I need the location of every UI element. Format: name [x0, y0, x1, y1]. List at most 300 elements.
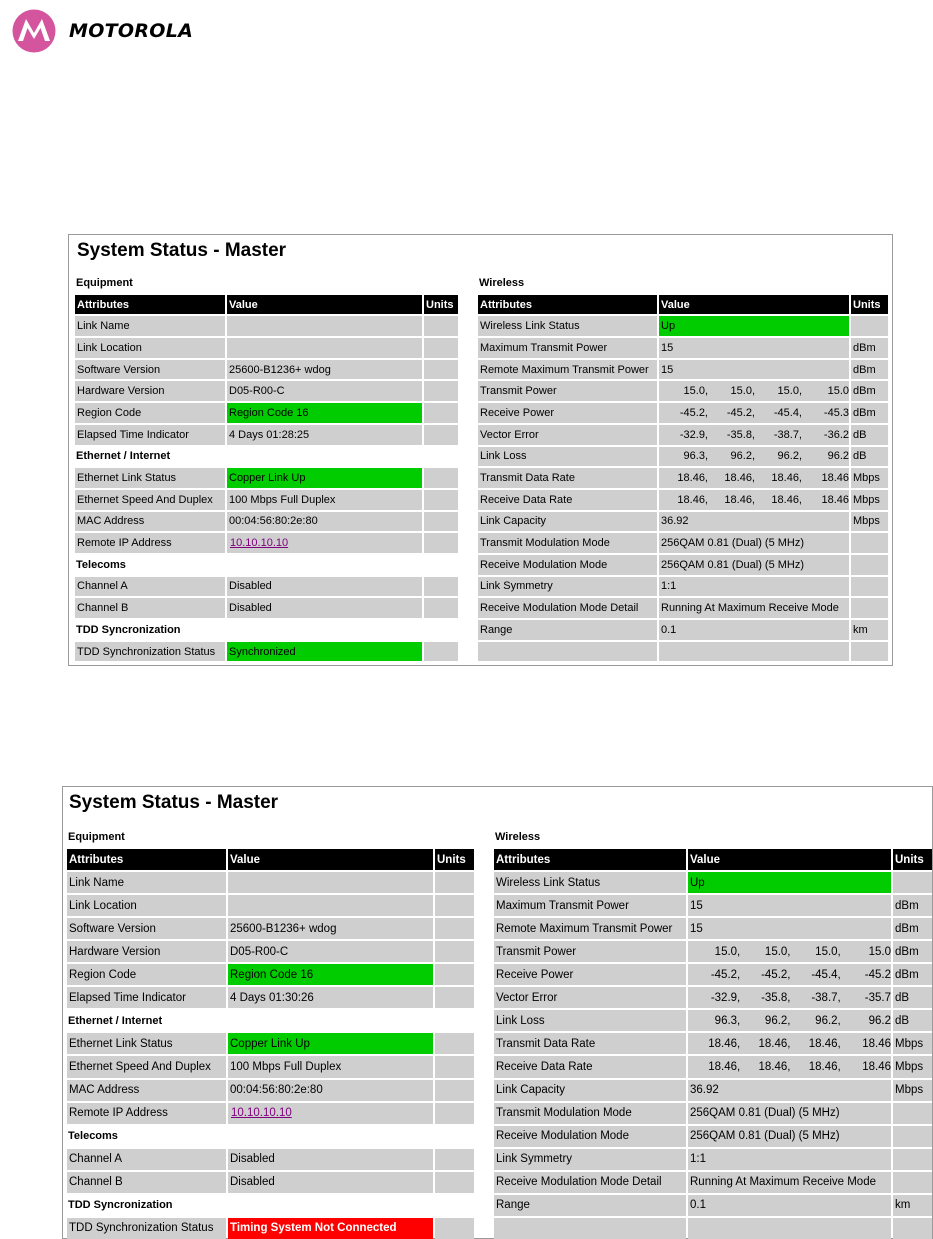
- wireless-section: [478, 272, 888, 662]
- table-row: [478, 359, 888, 381]
- attribute-label: Maximum Transmit Power: [494, 895, 686, 916]
- attribute-units: [435, 1172, 474, 1193]
- attribute-label: Receive Modulation Mode: [478, 555, 657, 575]
- attribute-units: [851, 577, 888, 597]
- value-2: -45.2,: [726, 406, 755, 419]
- value-4: -35.7: [864, 991, 891, 1004]
- table-row: [494, 894, 932, 917]
- tdd-heading: TDD Syncronization: [68, 1199, 173, 1212]
- table-row: [494, 1148, 932, 1171]
- value-4: -36.2: [823, 428, 849, 441]
- attribute-value: Disabled: [228, 1172, 433, 1193]
- attribute-units: dB: [893, 1010, 932, 1031]
- attribute-units: [424, 577, 458, 597]
- attribute-label: Transmit Data Rate: [478, 468, 657, 488]
- attribute-label: Channel B: [75, 598, 225, 618]
- multi-value-cell: [659, 381, 849, 401]
- attribute-value: [227, 338, 422, 358]
- ethernet-link-status: Copper Link Up: [227, 468, 422, 488]
- table-row: [67, 1055, 474, 1078]
- column-header-attributes: Attributes: [494, 849, 686, 870]
- attribute-label: MAC Address: [75, 512, 225, 532]
- table-row: [75, 641, 458, 663]
- table-row: [67, 986, 474, 1009]
- attribute-value: 256QAM 0.81 (Dual) (5 MHz): [659, 555, 849, 575]
- multi-value-cell: [688, 1056, 891, 1077]
- attribute-units: dBm: [893, 895, 932, 916]
- attribute-label: TDD Synchronization Status: [75, 642, 225, 662]
- value-3: -45.4,: [811, 968, 841, 981]
- column-header-units: Units: [851, 295, 888, 315]
- attribute-units: [424, 338, 458, 358]
- attribute-units: [424, 468, 458, 488]
- attribute-units: dBm: [851, 338, 888, 358]
- attribute-label: TDD Synchronization Status: [67, 1218, 226, 1239]
- attribute-value: 256QAM 0.81 (Dual) (5 MHz): [688, 1103, 891, 1124]
- table-row: [494, 963, 932, 986]
- attribute-units: [893, 1149, 932, 1170]
- attribute-units: km: [893, 1195, 932, 1216]
- value-3: 15.0,: [777, 385, 802, 398]
- multi-value-cell: [659, 425, 849, 445]
- value-3: 15.0,: [815, 945, 841, 958]
- value-3: -45.4,: [773, 406, 802, 419]
- attribute-value: Running At Maximum Receive Mode: [688, 1172, 891, 1193]
- attribute-units: [893, 872, 932, 893]
- attribute-units: [435, 1103, 474, 1124]
- value-1: 18.46,: [677, 472, 708, 485]
- attribute-label: Link Location: [67, 895, 226, 916]
- attribute-units: [424, 316, 458, 336]
- column-header-attributes: Attributes: [67, 849, 226, 870]
- attribute-label: Channel A: [75, 577, 225, 597]
- value-3: 96.2,: [815, 1014, 841, 1027]
- table-row: [67, 894, 474, 917]
- attribute-value: 36.92: [688, 1080, 891, 1101]
- table-row: [67, 1079, 474, 1102]
- table-row: [494, 1032, 932, 1055]
- value-3: 96.2,: [777, 450, 802, 463]
- value-2: 18.46,: [758, 1060, 791, 1073]
- attribute-units: dBm: [893, 918, 932, 939]
- attribute-label: Ethernet Speed And Duplex: [75, 490, 225, 510]
- value-4: 96.2: [868, 1014, 891, 1027]
- attribute-units: Mbps: [851, 490, 888, 510]
- attribute-units: [851, 555, 888, 575]
- table-row: [494, 1194, 932, 1217]
- value-1: -45.2,: [679, 406, 708, 419]
- attribute-label: Link Capacity: [494, 1080, 686, 1101]
- attribute-label: Vector Error: [478, 425, 657, 445]
- wireless-link-status: Up: [688, 872, 891, 893]
- ethernet-heading: Ethernet / Internet: [68, 1014, 163, 1027]
- table-row: [75, 532, 458, 554]
- table-row: [478, 597, 888, 619]
- remote-ip-link[interactable]: 10.10.10.10: [230, 537, 289, 550]
- table-row: [478, 619, 888, 641]
- table-row: [494, 940, 932, 963]
- value-1: 15.0,: [683, 385, 708, 398]
- attribute-label: Remote Maximum Transmit Power: [494, 918, 686, 939]
- attribute-units: dBm: [851, 381, 888, 401]
- attribute-value: 4 Days 01:28:25: [227, 425, 422, 445]
- column-header-units: Units: [424, 295, 458, 315]
- attribute-label: Link Loss: [494, 1010, 686, 1031]
- attribute-value: 25600-B1236+ wdog: [228, 918, 433, 939]
- attribute-value: D05-R00-C: [228, 941, 433, 962]
- table-row: [478, 402, 888, 424]
- table-row: [67, 917, 474, 940]
- multi-value-cell: [659, 403, 849, 423]
- attribute-label: Remote IP Address: [67, 1103, 226, 1124]
- attribute-label: Vector Error: [494, 987, 686, 1008]
- attribute-value: 100 Mbps Full Duplex: [228, 1056, 433, 1077]
- attribute-label: Elapsed Time Indicator: [67, 987, 226, 1008]
- attribute-value: 15: [659, 338, 849, 358]
- value-2: 96.2,: [764, 1014, 791, 1027]
- value-1: 15.0,: [714, 945, 741, 958]
- attribute-label: Link Symmetry: [494, 1149, 686, 1170]
- table-row: [75, 337, 458, 359]
- attribute-label: Software Version: [67, 918, 226, 939]
- value-2: -35.8,: [726, 428, 755, 441]
- attribute-value: 15: [688, 895, 891, 916]
- attribute-value: Disabled: [228, 1149, 433, 1170]
- brand-name: MOTOROLA: [69, 20, 194, 42]
- attribute-value: 1:1: [659, 577, 849, 597]
- column-header-units: Units: [435, 849, 474, 870]
- equipment-heading: Equipment: [68, 830, 125, 843]
- attribute-label: Link Location: [75, 338, 225, 358]
- attribute-label: Ethernet Speed And Duplex: [67, 1056, 226, 1077]
- attribute-label: Region Code: [75, 403, 225, 423]
- attribute-units: [435, 1218, 474, 1239]
- value-2: 18.46,: [724, 472, 755, 485]
- attribute-label: Link Capacity: [478, 512, 657, 532]
- attribute-units: [435, 918, 474, 939]
- value-4: 96.2: [827, 450, 849, 463]
- region-code-status: Region Code 16: [227, 403, 422, 423]
- attribute-label: Receive Data Rate: [494, 1056, 686, 1077]
- table-row: [494, 1009, 932, 1032]
- table-header-row: [478, 294, 888, 316]
- attribute-label: Range: [478, 620, 657, 640]
- value-1: -32.9,: [679, 428, 708, 441]
- table-row: [478, 337, 888, 359]
- attribute-label: Receive Power: [494, 964, 686, 985]
- attribute-label: Remote IP Address: [75, 533, 225, 553]
- value-1: -32.9,: [710, 991, 741, 1004]
- table-row: [75, 359, 458, 381]
- value-4: 15.0: [868, 945, 891, 958]
- multi-value-cell: [688, 1033, 891, 1054]
- multi-value-cell: [688, 987, 891, 1008]
- attribute-label: Hardware Version: [67, 941, 226, 962]
- attribute-label: Receive Modulation Mode Detail: [478, 598, 657, 618]
- panel-title: System Status - Master: [77, 240, 287, 261]
- attribute-units: dBm: [893, 964, 932, 985]
- table-row: [478, 467, 888, 489]
- value-4: 18.46: [821, 472, 849, 485]
- value-4: -45.3: [823, 406, 849, 419]
- attribute-label: Receive Modulation Mode: [494, 1126, 686, 1147]
- attribute-value: 100 Mbps Full Duplex: [227, 490, 422, 510]
- multi-value-cell: [688, 1010, 891, 1031]
- value-3: 18.46,: [771, 472, 802, 485]
- attribute-units: [851, 598, 888, 618]
- attribute-value: [227, 316, 422, 336]
- column-header-attributes: Attributes: [478, 295, 657, 315]
- value-2: 96.2,: [730, 450, 755, 463]
- equipment-section: [75, 272, 458, 662]
- attribute-units: dB: [851, 447, 888, 467]
- table-row: [494, 1171, 932, 1194]
- table-row: [67, 1171, 474, 1194]
- table-row: [67, 1217, 474, 1239]
- value-4: 18.46: [862, 1060, 891, 1073]
- value-4: 18.46: [821, 493, 849, 506]
- equipment-section: [67, 825, 474, 1239]
- column-header-attributes: Attributes: [75, 295, 225, 315]
- table-row: [478, 315, 888, 337]
- column-header-value: Value: [228, 849, 433, 870]
- telecoms-heading: Telecoms: [76, 558, 126, 571]
- attribute-label: Range: [494, 1195, 686, 1216]
- attribute-label: Receive Modulation Mode Detail: [494, 1172, 686, 1193]
- attribute-label: Transmit Data Rate: [494, 1033, 686, 1054]
- value-1: 96.3,: [683, 450, 708, 463]
- column-header-value: Value: [688, 849, 891, 870]
- table-header-row: [75, 294, 458, 316]
- attribute-label: Ethernet Link Status: [67, 1033, 226, 1054]
- table-row: [494, 871, 932, 894]
- table-row: [67, 1032, 474, 1055]
- attribute-label: Link Name: [67, 872, 226, 893]
- value-2: 18.46,: [758, 1037, 791, 1050]
- attribute-units: dB: [851, 425, 888, 445]
- table-row: [494, 1102, 932, 1125]
- status-panel-2: [62, 786, 933, 1239]
- table-row: [75, 380, 458, 402]
- table-row: [478, 380, 888, 402]
- attribute-value: 15: [659, 360, 849, 380]
- motorola-batwing-icon: [12, 9, 56, 53]
- attribute-value: 36.92: [659, 512, 849, 532]
- value-2: 15.0,: [764, 945, 791, 958]
- column-header-units: Units: [893, 849, 932, 870]
- table-row: [494, 1055, 932, 1078]
- value-1: 96.3,: [714, 1014, 741, 1027]
- attribute-label: Receive Power: [478, 403, 657, 423]
- value-1: 18.46,: [708, 1060, 741, 1073]
- attribute-label: Maximum Transmit Power: [478, 338, 657, 358]
- value-2: -35.8,: [761, 991, 791, 1004]
- table-row: [75, 315, 458, 337]
- attribute-label: Channel B: [67, 1172, 226, 1193]
- attribute-label: Transmit Power: [478, 381, 657, 401]
- value-2: -45.2,: [761, 968, 791, 981]
- table-row: [75, 489, 458, 511]
- attribute-value: 256QAM 0.81 (Dual) (5 MHz): [688, 1126, 891, 1147]
- attribute-value: D05-R00-C: [227, 381, 422, 401]
- attribute-units: Mbps: [893, 1056, 932, 1077]
- attribute-label: MAC Address: [67, 1080, 226, 1101]
- table-row: [67, 940, 474, 963]
- value-1: 18.46,: [708, 1037, 741, 1050]
- table-row-empty: [478, 641, 888, 663]
- multi-value-cell: [659, 490, 849, 510]
- table-row: [478, 446, 888, 468]
- attribute-units: [893, 1126, 932, 1147]
- attribute-units: [435, 964, 474, 985]
- value-1: 18.46,: [677, 493, 708, 506]
- attribute-value: Running At Maximum Receive Mode: [659, 598, 849, 618]
- attribute-units: [424, 512, 458, 532]
- table-header-row: [67, 848, 474, 871]
- empty-cell: [688, 1218, 891, 1239]
- attribute-units: [435, 895, 474, 916]
- table-row: [75, 402, 458, 424]
- tdd-sync-status: Timing System Not Connected: [228, 1218, 433, 1239]
- attribute-units: [435, 1033, 474, 1054]
- attribute-units: [424, 360, 458, 380]
- attribute-units: dB: [893, 987, 932, 1008]
- table-row-empty: [494, 1217, 932, 1239]
- attribute-value: [228, 895, 433, 916]
- attribute-value: 0.1: [659, 620, 849, 640]
- value-2: 15.0,: [730, 385, 755, 398]
- attribute-value: 4 Days 01:30:26: [228, 987, 433, 1008]
- attribute-units: dBm: [851, 360, 888, 380]
- empty-cell: [494, 1218, 686, 1239]
- wireless-section: [494, 825, 932, 1239]
- attribute-units: dBm: [893, 941, 932, 962]
- attribute-units: [424, 381, 458, 401]
- tdd-heading: TDD Syncronization: [76, 623, 181, 636]
- attribute-units: Mbps: [851, 468, 888, 488]
- attribute-units: [424, 598, 458, 618]
- attribute-label: Link Symmetry: [478, 577, 657, 597]
- attribute-value: Disabled: [227, 577, 422, 597]
- attribute-units: [424, 425, 458, 445]
- table-row: [75, 511, 458, 533]
- ethernet-link-status: Copper Link Up: [228, 1033, 433, 1054]
- table-row: [494, 986, 932, 1009]
- attribute-label: Channel A: [67, 1149, 226, 1170]
- attribute-units: [424, 533, 458, 553]
- attribute-value: 15: [688, 918, 891, 939]
- table-row: [494, 1125, 932, 1148]
- status-panel-1: [68, 234, 893, 666]
- wireless-heading: Wireless: [495, 830, 541, 843]
- table-row: [478, 554, 888, 576]
- attribute-value: 1:1: [688, 1149, 891, 1170]
- wireless-heading: Wireless: [479, 276, 525, 289]
- table-row: [67, 1148, 474, 1171]
- table-row: [75, 576, 458, 598]
- value-3: 18.46,: [771, 493, 802, 506]
- attribute-label: Transmit Power: [494, 941, 686, 962]
- table-row: [494, 1079, 932, 1102]
- attribute-units: [435, 1080, 474, 1101]
- table-header-row: [494, 848, 932, 871]
- table-row: [67, 871, 474, 894]
- attribute-label: Link Name: [75, 316, 225, 336]
- attribute-units: [435, 987, 474, 1008]
- ethernet-heading: Ethernet / Internet: [76, 450, 171, 463]
- attribute-units: [893, 1172, 932, 1193]
- attribute-label: Transmit Modulation Mode: [478, 533, 657, 553]
- multi-value-cell: [659, 468, 849, 488]
- table-row: [75, 424, 458, 446]
- attribute-units: dBm: [851, 403, 888, 423]
- attribute-units: [435, 1149, 474, 1170]
- attribute-label: Link Loss: [478, 447, 657, 467]
- attribute-label: Transmit Modulation Mode: [494, 1103, 686, 1124]
- attribute-units: [851, 316, 888, 336]
- table-row: [478, 576, 888, 598]
- attribute-units: [435, 941, 474, 962]
- remote-ip-cell: [228, 1103, 433, 1124]
- column-header-value: Value: [659, 295, 849, 315]
- table-row: [67, 1102, 474, 1125]
- attribute-label: Receive Data Rate: [478, 490, 657, 510]
- value-3: 18.46,: [808, 1037, 841, 1050]
- value-2: 18.46,: [724, 493, 755, 506]
- tdd-sync-status: Synchronized: [227, 642, 422, 662]
- value-4: -45.2: [864, 968, 891, 981]
- attribute-units: [435, 1056, 474, 1077]
- attribute-value: 25600-B1236+ wdog: [227, 360, 422, 380]
- empty-cell: [478, 642, 657, 662]
- table-row: [478, 489, 888, 511]
- attribute-units: Mbps: [893, 1033, 932, 1054]
- attribute-units: km: [851, 620, 888, 640]
- attribute-value: 256QAM 0.81 (Dual) (5 MHz): [659, 533, 849, 553]
- attribute-units: [851, 533, 888, 553]
- attribute-units: Mbps: [851, 512, 888, 532]
- attribute-units: [893, 1103, 932, 1124]
- attribute-units: [424, 403, 458, 423]
- attribute-value: [228, 872, 433, 893]
- table-row: [494, 917, 932, 940]
- attribute-value: 0.1: [688, 1195, 891, 1216]
- attribute-units: [424, 642, 458, 662]
- attribute-units: Mbps: [893, 1080, 932, 1101]
- motorola-logo: [12, 9, 193, 53]
- table-row: [67, 963, 474, 986]
- multi-value-cell: [659, 447, 849, 467]
- table-row: [478, 511, 888, 533]
- attribute-value: Disabled: [227, 598, 422, 618]
- attribute-label: Software Version: [75, 360, 225, 380]
- value-4: 18.46: [862, 1037, 891, 1050]
- remote-ip-link[interactable]: 10.10.10.10: [231, 1107, 292, 1120]
- column-header-value: Value: [227, 295, 422, 315]
- empty-cell: [851, 642, 888, 662]
- empty-cell: [893, 1218, 932, 1239]
- attribute-label: Remote Maximum Transmit Power: [478, 360, 657, 380]
- equipment-heading: Equipment: [76, 276, 133, 289]
- attribute-value: 00:04:56:80:2e:80: [228, 1080, 433, 1101]
- attribute-units: [424, 490, 458, 510]
- table-row: [478, 424, 888, 446]
- panel-title: System Status - Master: [69, 792, 279, 813]
- attribute-label: Wireless Link Status: [478, 316, 657, 336]
- value-3: -38.7,: [811, 991, 841, 1004]
- value-4: 15.0: [827, 385, 849, 398]
- attribute-label: Ethernet Link Status: [75, 468, 225, 488]
